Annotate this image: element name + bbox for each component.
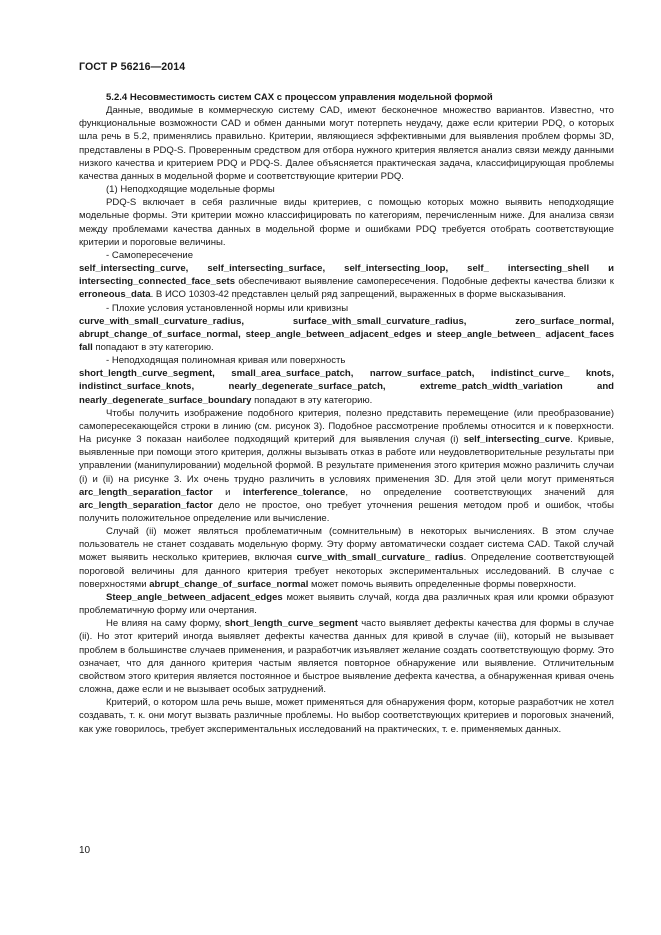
- paragraph-polynomial: [79, 367, 614, 406]
- text-segment: обеспечивают выявление самопересечения. Подобные дефекты качества близки к: [235, 276, 614, 288]
- text-segment: . В ИСО 10303-42 представлен целый ряд запрещений, выраженных в форме высказывания.: [150, 289, 566, 301]
- bullet-heading-polynomial: - Неподходящая полиномная кривая или поверхность: [106, 355, 346, 367]
- text-segment: может помочь выявить определенные формы поверхности.: [308, 578, 577, 590]
- paragraph-short-length: [79, 617, 614, 696]
- subsection-heading: (1) Неподходящие модельные формы: [106, 184, 275, 196]
- page-number: 10: [79, 845, 91, 856]
- criteria-code: erroneous_data: [79, 289, 151, 301]
- text-segment: . Определение соответствующей пороговой величины для данного критерия требует некоторых экспериментальных исследований. В случае с поверхностями: [79, 552, 614, 590]
- bullet-heading-curvature: - Плохие условия установленной нормы или кривизны: [106, 302, 349, 314]
- text-segment: Не влияя на саму форму,: [106, 618, 225, 630]
- paragraph-steep-angle: [79, 591, 614, 617]
- bullet-heading-self-intersection: - Самопересечение: [106, 249, 194, 261]
- criteria-code: curve_with_small_curvature_ radius: [296, 552, 464, 564]
- text-segment: и: [212, 486, 243, 498]
- criteria-code: self_intersecting_curve: [463, 434, 571, 446]
- text-segment: попадают в эту категорию.: [92, 341, 214, 353]
- criteria-code: arc_length_separation_factor: [79, 499, 213, 511]
- text-segment: Чтобы получить изображение подобного критерия, полезно представить перемещение (или преобразование) самопересекающейся строки в линию (см. рисунок 3). Подобное рассмотрение проблемы относится и к поверхности. На рисунке 3 показан наиболее подходящий критерий для выявления случая (i): [79, 407, 614, 446]
- text-segment: , но определение соответствующих значений для: [345, 486, 614, 498]
- document-body: [79, 91, 614, 736]
- criteria-codes: self_intersecting_curve, self_intersecting_surface, self_intersecting_loop, self_ intersecting_shell и intersecting_connected_face_sets: [79, 263, 614, 288]
- paragraph-self-intersection: [79, 262, 614, 301]
- section-title: 5.2.4 Несовместимость систем САХ с процессом управления модельной формой: [106, 92, 493, 103]
- standard-header: ГОСТ Р 56216—2014: [79, 61, 186, 73]
- text-segment: попадают в эту категорию.: [251, 394, 373, 406]
- paragraph-criteria: PDQ-S включает в себя различные виды критериев, с помощью которых можно выявить неподходящие модельные формы. Эти критерии можно классифицировать по категориям, перечисленным ниже. Для анализа связи между проблемами качества данных в модельной форме и ошибками PDQ требуется отобрать соответствующие критерии и пороговые величины.: [79, 197, 614, 248]
- paragraph-figure3: [79, 407, 614, 525]
- paragraph-intro: Данные, вводимые в коммерческую систему CAD, имеют бесконечное множество вариантов. Известно, что функциональные возможности CAD и обмен данными могут потерпеть неудачу, даже если критерии PDQ, о которых шла речь в 5.2, применялись правильно. Критерии, являющиеся эффективными для выявления проблем формы 3D, представлены в PDQ-S. Проверенным средством для отбора нужного критерия является анализ связи между данными низкого качества и критерием PDQ и PDQ-S. Далее объясняется практическая задача, классифицирующая проблемы качества данных в модельной форме и соответствующие критерии PDQ.: [79, 105, 614, 182]
- criteria-code: Steep_angle_between_adjacent_edges: [106, 591, 283, 603]
- text-segment: часто выявляет дефекты качества для формы в случае (ii). Но этот критерий иногда выявляет дефекты качества данных для кривой в случае (iii), который не вызывает проблем в большинстве случаев применения, и разработчик изъявляет желание создать соответствующую форму. Это означает, что для данного критерия частым является повторное обнаружение или выявление. Отличительным свойством этого критерия является постоянное и быстрое выявление дефекта качества, а обнаруженная кривая очень сложна, даже если и не вызывает особых затруднений.: [79, 618, 614, 696]
- text-segment: дело не простое, оно требует уточнения решения методом проб и ошибок, чтобы получить положительное определение или вычисление.: [79, 499, 614, 524]
- text-segment: . Кривые, выявленные при помощи этого критерия, должны вызывать отказ в работе или неудовлетворительные результаты при управлении (манипулировании) модельной формой. В результате применения этого критерия можно различить случаи (i) и (ii) на рисунке 3. Их очень трудно различить в условиях применения 3D. Для этой цели могут применяться: [79, 434, 614, 485]
- text-segment: может выявить случай, когда два различных края или кромки образуют проблематичную форму или очертания.: [79, 591, 614, 617]
- text-segment: Случай (ii) может являться проблематичным (сомнительным) в некоторых вычислениях. В этом случае пользователь не станет создавать модельную форму. Эту форму автоматически создает система CAD. Такой случай может выявить несколько критериев, включая: [79, 526, 614, 564]
- criteria-code: short_length_curve_segment: [224, 618, 358, 630]
- paragraph-case-ii: [79, 525, 614, 591]
- paragraph-curvature: [79, 315, 614, 354]
- criteria-code: arc_length_separation_factor: [79, 486, 213, 498]
- criteria-codes: curve_with_small_curvature_radius, surface_with_small_curvature_radius, zero_surface_normal, abrupt_change_of_surface_normal, steep_angle_between_adjacent_edges и steep_angle_between_ adjacent_faces fall: [79, 315, 614, 353]
- paragraph-conclusion: Критерий, о котором шла речь выше, может применяться для обнаружения форм, которые разработчик не хотел создавать, т. к. они могут вызвать различные проблемы. Но выбор соответствующих критериев и пороговых значений, как уже говорилось, требует экспериментальных исследований на практических, т. е. применяемых данных.: [79, 697, 614, 735]
- criteria-codes: short_length_curve_segment, small_area_surface_patch, narrow_surface_patch, indistinct_curve_ knots, indistinct_surface_knots, nearly_degenerate_surface_patch, extreme_patch_width_variation and nearly_degenerate_surface_boundary: [79, 368, 614, 406]
- criteria-code: abrupt_change_of_surface_normal: [149, 578, 309, 590]
- criteria-code: interference_tolerance: [242, 486, 346, 498]
